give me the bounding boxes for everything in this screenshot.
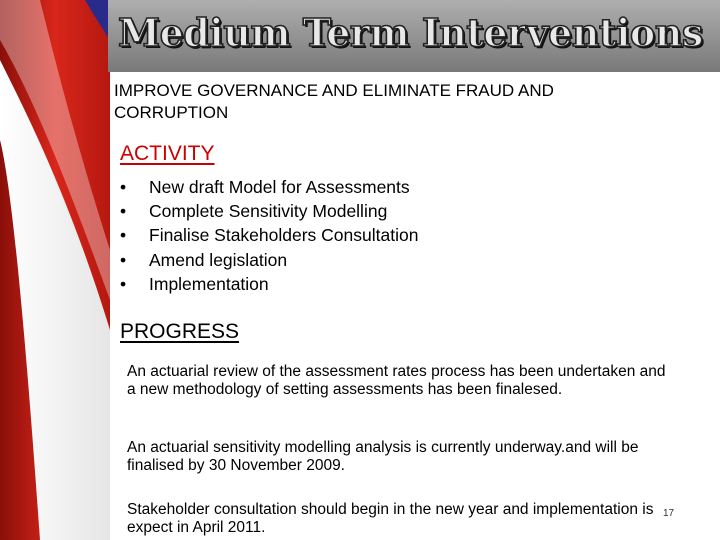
list-item	[118, 199, 418, 223]
list-item-text: Finalise Stakeholders Consultation	[149, 225, 419, 246]
list-item-text: Implementation	[149, 273, 269, 294]
list-item	[118, 175, 418, 199]
slide-title: Medium Term Interventions	[118, 10, 703, 55]
slide-subtitle: IMPROVE GOVERNANCE AND ELIMINATE FRAUD AND CORRUPTION	[114, 81, 554, 122]
list-item-text: Complete Sensitivity Modelling	[149, 201, 388, 222]
progress-paragraph-sensitivity: An actuarial sensitivity modelling analysis is currently underway.and will be finalised by 30 November 2009.	[127, 439, 639, 474]
bullet-marker: •	[120, 249, 127, 270]
bullet-marker: •	[120, 201, 127, 222]
bullet-marker: •	[120, 225, 127, 246]
bullet-marker: •	[120, 273, 127, 294]
list-item-text: Amend legislation	[149, 249, 288, 270]
list-item	[118, 223, 418, 247]
progress-paragraph-review: An actuarial review of the assessment rates process has been undertaken and a new methodology of setting assessments has been finalesed.	[127, 363, 666, 398]
activity-list	[118, 175, 418, 296]
activity-heading: ACTIVITY	[120, 142, 215, 165]
red-swoosh-graphic	[0, 0, 110, 540]
list-item	[118, 248, 418, 272]
bullet-marker: •	[120, 177, 127, 197]
list-item	[118, 272, 418, 296]
list-item-text: New draft Model for Assessments	[149, 177, 410, 197]
progress-paragraph-consultation: Stakeholder consultation should begin in the new year and implementation is expect in April 2011.	[127, 501, 654, 536]
progress-heading: PROGRESS	[120, 320, 240, 343]
decorative-left-background	[0, 0, 110, 540]
slide-number: 17	[663, 508, 675, 519]
